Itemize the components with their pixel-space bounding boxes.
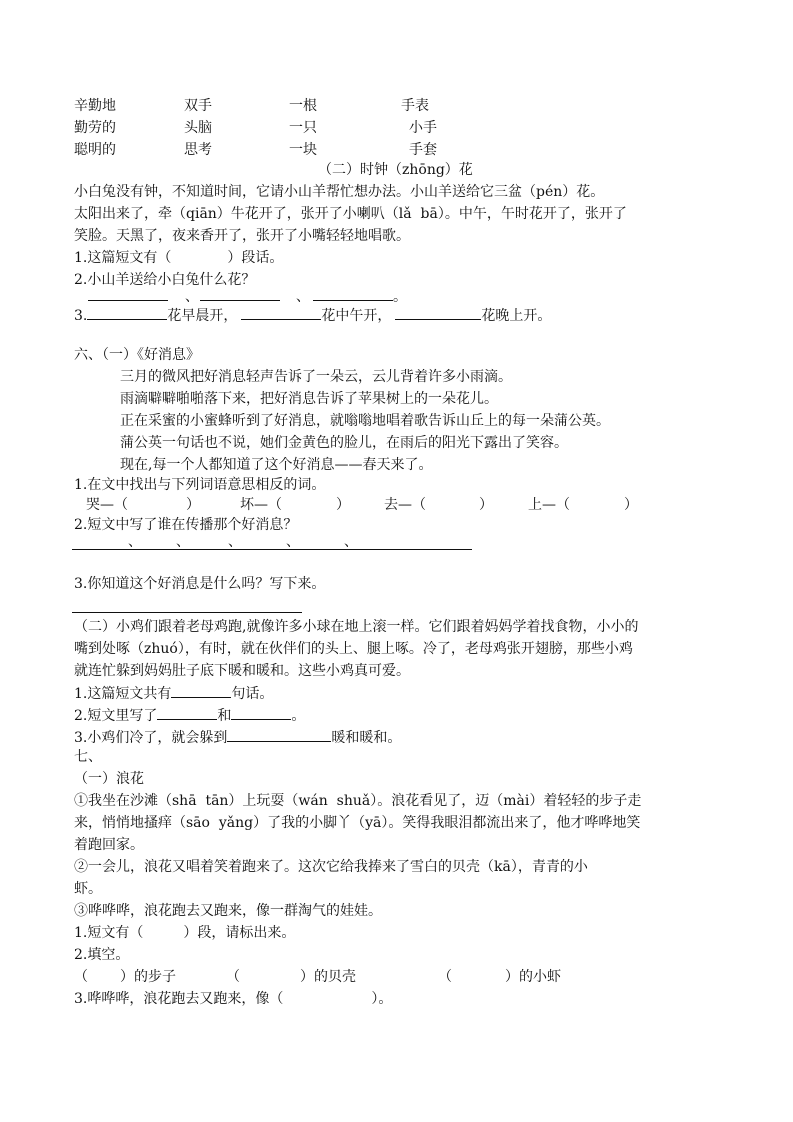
- word-cell: 辛勤地: [74, 98, 116, 114]
- question-1: 1.短文有（ ）段，请标出来。: [74, 925, 296, 941]
- word-cell: 一只: [289, 120, 317, 136]
- passage-line: 蒲公英一句话也不说，她们金黄色的脸儿，在雨后的阳光下露出了笑容。: [120, 435, 568, 451]
- question-2: 2.填空。: [74, 947, 130, 963]
- answer-blank[interactable]: [227, 727, 331, 742]
- answer-blank[interactable]: [313, 300, 393, 301]
- word-cell: 手表: [401, 98, 429, 114]
- question-3: 3. 花早晨开， 花中午开， 花晚上开。: [74, 305, 551, 326]
- word-cell: 聪明的: [74, 142, 116, 158]
- passage-line: ②一会儿，浪花又唱着笑着跑来了。这次它给我捧来了雪白的贝壳（kā），青青的小: [74, 859, 588, 875]
- answer-blank[interactable]: [88, 300, 168, 301]
- word-cell: 头脑: [184, 120, 212, 136]
- answer-blank[interactable]: [171, 683, 231, 698]
- word-cell: 一根: [289, 98, 317, 114]
- section-title: （二）时钟（zhōng）花: [318, 162, 473, 178]
- passage-line: ①我坐在沙滩（shā tān）上玩耍（wán shuǎ）。浪花看见了，迈（mài）着轻轻的步子走: [74, 793, 642, 809]
- question-1: 1.这篇短文有（ ）段话。: [74, 250, 284, 266]
- question-3: 3.小鸡们冷了，就会躲到 暖和暖和。: [74, 727, 401, 748]
- answer-blank[interactable]: [231, 705, 291, 720]
- passage-line: 笑脸。天黑了，夜来香开了，张开了小嘴轻轻地唱歌。: [74, 228, 410, 244]
- answer-blank[interactable]: [157, 705, 217, 720]
- question-3: 3.你知道这个好消息是什么吗？写下来。: [74, 576, 326, 592]
- word-cell: 思考: [184, 142, 212, 158]
- word-cell: 小手: [409, 120, 437, 136]
- passage-line: 嘴到处啄（zhuó），有时，就在伙伴们的头上、腿上啄。冷了，老母鸡张开翅膀，那些小鸡: [74, 641, 633, 657]
- answer-blank[interactable]: [241, 305, 321, 320]
- passage-line: 来，悄悄地搔痒（sāo yǎng）了我的小脚丫（yā）。笑得我眼泪都流出来了，他才哗哗地笑: [74, 815, 641, 831]
- passage-line: 着跑回家。: [74, 837, 144, 853]
- section-title: 六、（一）《好消息》: [74, 347, 200, 363]
- question-2: 2.小山羊送给小白兔什么花？: [74, 272, 256, 288]
- section-heading: 七、: [74, 749, 102, 765]
- passage-line: ③哗哗哗，浪花跑去又跑来，像一群淘气的娃娃。: [74, 903, 382, 919]
- section-title: （一）浪花: [74, 771, 144, 787]
- answer-blank[interactable]: [87, 305, 167, 320]
- question-1: 1.在文中找出与下列词语意思相反的词。: [74, 477, 326, 493]
- word-cell: 勤劳的: [74, 120, 116, 136]
- passage-line: 虾。: [74, 881, 102, 897]
- passage-line: 太阳出来了，牵（qiān）牛花开了，张开了小喇叭（lǎ bā）。中午，午时花开了，张开了: [74, 206, 627, 222]
- answer-blank[interactable]: [200, 300, 280, 301]
- word-cell: 一块: [289, 142, 317, 158]
- passage-line: 正在采蜜的小蜜蜂听到了好消息，就嗡嗡地唱着歌告诉山丘上的每一朵蒲公英。: [120, 413, 610, 429]
- answer-blank[interactable]: [72, 612, 302, 613]
- passage-line: 小白兔没有钟，不知道时间，它请小山羊帮忙想办法。小山羊送给它三盆（pén）花。: [74, 184, 605, 200]
- question-1: 1.这篇短文共有 句话。: [74, 683, 273, 704]
- passage-line: 现在,每一个人都知道了这个好消息——春天来了。: [120, 457, 433, 473]
- question-3: 3.哗哗哗，浪花跑去又跑来，像（ ）。: [74, 991, 393, 1007]
- answer-blank[interactable]: [395, 305, 481, 320]
- word-cell: 手套: [409, 142, 437, 158]
- question-2: 2.短文中写了谁在传播那个好消息？: [74, 517, 298, 533]
- passage-line: 雨滴噼噼啪啪落下来，把好消息告诉了苹果树上的一朵花儿。: [120, 391, 498, 407]
- question-2: 2.短文里写了 和 。: [74, 705, 305, 726]
- word-cell: 双手: [184, 98, 212, 114]
- passage-line: 三月的微风把好消息轻声告诉了一朵云，云儿背着许多小雨滴。: [120, 369, 512, 385]
- passage-line: 就连忙躲到妈妈肚子底下暖和暖和。这些小鸡真可爱。: [74, 663, 410, 679]
- passage-line: （二）小鸡们跟着老母鸡跑,就像许多小球在地上滚一样。它们跟着妈妈学着找食物，小小的: [74, 619, 639, 635]
